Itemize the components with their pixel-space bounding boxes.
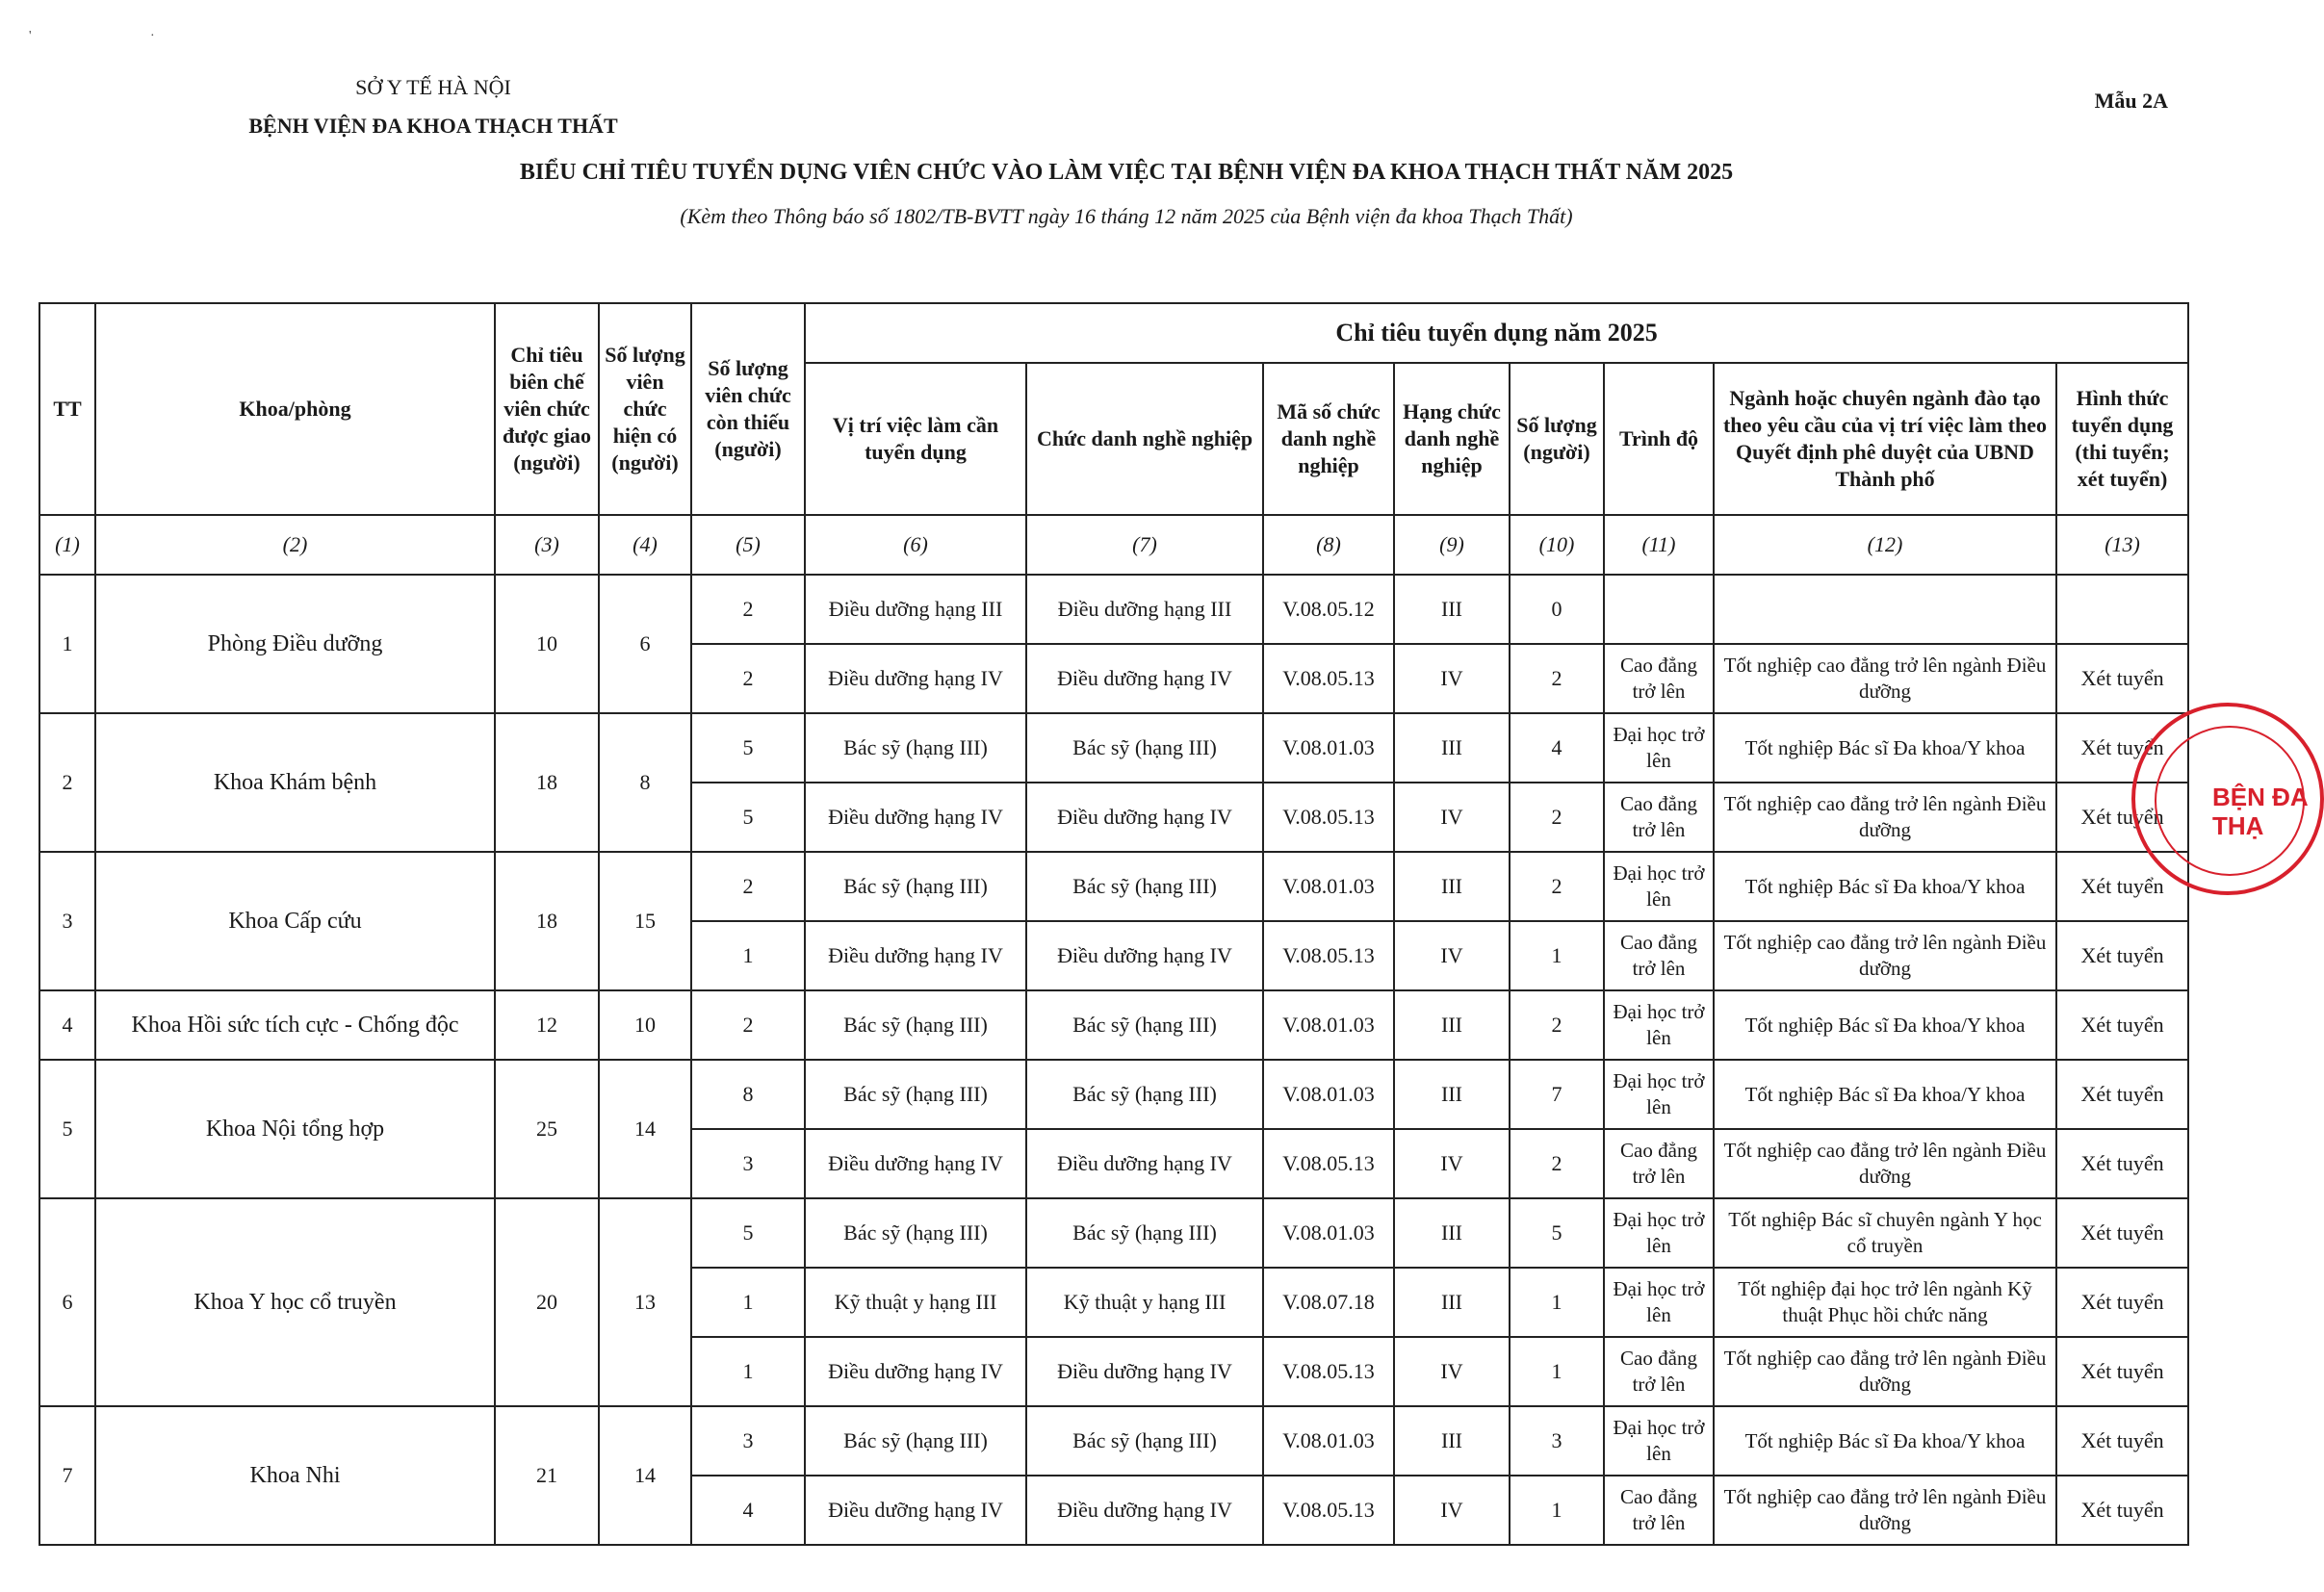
title-cell: Điều dưỡng hạng IV [1026, 921, 1263, 990]
method-cell: Xét tuyển [2056, 1476, 2188, 1545]
header-dept: Khoa/phòng [95, 303, 495, 515]
method-cell: Xét tuyển [2056, 1337, 2188, 1406]
column-number-row [39, 515, 2188, 575]
header-tt: TT [39, 303, 95, 515]
level-cell: Đại học trở lên [1604, 1268, 1714, 1337]
shortage-cell: 3 [691, 1406, 805, 1476]
code-cell: V.08.01.03 [1263, 990, 1394, 1060]
position-cell: Bác sỹ (hạng III) [805, 1198, 1026, 1268]
count-cell: 1 [1510, 1268, 1604, 1337]
rank-cell: III [1394, 575, 1510, 644]
form-code: Mẫu 2A [2094, 89, 2168, 113]
title-cell: Điều dưỡng hạng IV [1026, 1476, 1263, 1545]
major-cell [1714, 575, 2056, 644]
dept-number: 4 [39, 990, 95, 1060]
rank-cell: III [1394, 852, 1510, 921]
method-cell: Xét tuyển [2056, 921, 2188, 990]
column-number: (7) [1026, 515, 1263, 575]
column-number: (4) [599, 515, 691, 575]
title-cell: Bác sỹ (hạng III) [1026, 1198, 1263, 1268]
table-row [39, 1060, 2188, 1129]
title-cell: Bác sỹ (hạng III) [1026, 1406, 1263, 1476]
count-cell: 4 [1510, 713, 1604, 783]
title-cell: Điều dưỡng hạng III [1026, 575, 1263, 644]
scan-specks: ' · [29, 29, 213, 43]
header-shortage: Số lượng viên chức còn thiếu (người) [691, 303, 805, 515]
major-cell: Tốt nghiệp đại học trở lên ngành Kỹ thuật Phục hồi chức năng [1714, 1268, 2056, 1337]
rank-cell: III [1394, 713, 1510, 783]
count-cell: 3 [1510, 1406, 1604, 1476]
dept-name: Khoa Hồi sức tích cực - Chống độc [95, 990, 495, 1060]
title-cell: Điều dưỡng hạng IV [1026, 644, 1263, 713]
seal-text: BỆN ĐA THẠ [2212, 783, 2308, 840]
dept-name: Khoa Nội tổng hợp [95, 1060, 495, 1198]
rank-cell: IV [1394, 644, 1510, 713]
dept-number: 3 [39, 852, 95, 990]
code-cell: V.08.01.03 [1263, 1060, 1394, 1129]
position-cell: Điều dưỡng hạng IV [805, 1476, 1026, 1545]
shortage-cell: 5 [691, 783, 805, 852]
hospital-name: BỆNH VIỆN ĐA KHOA THẠCH THẤT [248, 114, 618, 138]
shortage-cell: 3 [691, 1129, 805, 1198]
code-cell: V.08.01.03 [1263, 1198, 1394, 1268]
shortage-cell: 8 [691, 1060, 805, 1129]
rank-cell: IV [1394, 783, 1510, 852]
dept-quota: 18 [495, 713, 599, 852]
rank-cell: III [1394, 990, 1510, 1060]
table-row [39, 1198, 2188, 1268]
header-quota-group: Chỉ tiêu tuyển dụng năm 2025 [805, 303, 2188, 363]
major-cell: Tốt nghiệp cao đẳng trở lên ngành Điều dưỡng [1714, 644, 2056, 713]
position-cell: Điều dưỡng hạng IV [805, 644, 1026, 713]
dept-current: 10 [599, 990, 691, 1060]
dept-number: 5 [39, 1060, 95, 1198]
dept-name: Khoa Y học cổ truyền [95, 1198, 495, 1406]
level-cell: Cao đẳng trở lên [1604, 1337, 1714, 1406]
level-cell: Cao đẳng trở lên [1604, 1476, 1714, 1545]
header-title: Chức danh nghề nghiệp [1026, 363, 1263, 515]
header-position: Vị trí việc làm cần tuyển dụng [805, 363, 1026, 515]
column-number: (8) [1263, 515, 1394, 575]
code-cell: V.08.05.13 [1263, 1129, 1394, 1198]
dept-name: Khoa Nhi [95, 1406, 495, 1545]
rank-cell: III [1394, 1406, 1510, 1476]
dept-quota: 25 [495, 1060, 599, 1198]
title-cell: Bác sỹ (hạng III) [1026, 1060, 1263, 1129]
level-cell: Đại học trở lên [1604, 713, 1714, 783]
shortage-cell: 4 [691, 1476, 805, 1545]
dept-number: 6 [39, 1198, 95, 1406]
recruitment-quota-table [39, 302, 2189, 1546]
header-current: Số lượng viên chức hiện có (người) [599, 303, 691, 515]
method-cell: Xét tuyển [2056, 1406, 2188, 1476]
method-cell: Xét tuyển [2056, 1060, 2188, 1129]
code-cell: V.08.05.13 [1263, 1476, 1394, 1545]
method-cell: Xét tuyển [2056, 1198, 2188, 1268]
count-cell: 2 [1510, 1129, 1604, 1198]
shortage-cell: 5 [691, 1198, 805, 1268]
dept-quota: 10 [495, 575, 599, 713]
shortage-cell: 2 [691, 644, 805, 713]
level-cell [1604, 575, 1714, 644]
major-cell: Tốt nghiệp Bác sĩ Đa khoa/Y khoa [1714, 713, 2056, 783]
column-number: (6) [805, 515, 1026, 575]
title-cell: Điều dưỡng hạng IV [1026, 783, 1263, 852]
rank-cell: III [1394, 1268, 1510, 1337]
method-cell: Xét tuyển [2056, 990, 2188, 1060]
major-cell: Tốt nghiệp Bác sĩ Đa khoa/Y khoa [1714, 1060, 2056, 1129]
dept-current: 13 [599, 1198, 691, 1406]
count-cell: 1 [1510, 1337, 1604, 1406]
level-cell: Đại học trở lên [1604, 1198, 1714, 1268]
title-cell: Kỹ thuật y hạng III [1026, 1268, 1263, 1337]
major-cell: Tốt nghiệp cao đẳng trở lên ngành Điều dưỡng [1714, 1476, 2056, 1545]
level-cell: Cao đẳng trở lên [1604, 644, 1714, 713]
title-cell: Bác sỹ (hạng III) [1026, 852, 1263, 921]
position-cell: Điều dưỡng hạng IV [805, 921, 1026, 990]
code-cell: V.08.07.18 [1263, 1268, 1394, 1337]
level-cell: Cao đẳng trở lên [1604, 921, 1714, 990]
code-cell: V.08.05.13 [1263, 644, 1394, 713]
position-cell: Điều dưỡng hạng IV [805, 1337, 1026, 1406]
column-number: (10) [1510, 515, 1604, 575]
position-cell: Điều dưỡng hạng IV [805, 783, 1026, 852]
dept-number: 7 [39, 1406, 95, 1545]
shortage-cell: 1 [691, 1337, 805, 1406]
table-row [39, 1406, 2188, 1476]
major-cell: Tốt nghiệp cao đẳng trở lên ngành Điều dưỡng [1714, 1129, 2056, 1198]
level-cell: Đại học trở lên [1604, 1060, 1714, 1129]
table-body [39, 575, 2188, 1545]
count-cell: 2 [1510, 644, 1604, 713]
dept-name: Phòng Điều dưỡng [95, 575, 495, 713]
major-cell: Tốt nghiệp cao đẳng trở lên ngành Điều dưỡng [1714, 921, 2056, 990]
title-cell: Điều dưỡng hạng IV [1026, 1337, 1263, 1406]
rank-cell: IV [1394, 1476, 1510, 1545]
shortage-cell: 2 [691, 575, 805, 644]
method-cell: Xét tuyển [2056, 783, 2188, 852]
position-cell: Bác sỹ (hạng III) [805, 1406, 1026, 1476]
code-cell: V.08.01.03 [1263, 852, 1394, 921]
level-cell: Cao đẳng trở lên [1604, 783, 1714, 852]
level-cell: Đại học trở lên [1604, 852, 1714, 921]
header-level: Trình độ [1604, 363, 1714, 515]
column-number: (1) [39, 515, 95, 575]
dept-current: 14 [599, 1060, 691, 1198]
major-cell: Tốt nghiệp Bác sĩ Đa khoa/Y khoa [1714, 1406, 2056, 1476]
major-cell: Tốt nghiệp cao đẳng trở lên ngành Điều dưỡng [1714, 1337, 2056, 1406]
position-cell: Điều dưỡng hạng IV [805, 1129, 1026, 1198]
code-cell: V.08.05.13 [1263, 1337, 1394, 1406]
dept-quota: 21 [495, 1406, 599, 1545]
table-row [39, 852, 2188, 921]
dept-quota: 18 [495, 852, 599, 990]
position-cell: Bác sỹ (hạng III) [805, 1060, 1026, 1129]
dept-number: 1 [39, 575, 95, 713]
ministry-name: SỞ Y TẾ HÀ NỘI [355, 75, 511, 99]
count-cell: 7 [1510, 1060, 1604, 1129]
header-method: Hình thức tuyển dụng (thi tuyển; xét tuyển) [2056, 363, 2188, 515]
method-cell: Xét tuyển [2056, 852, 2188, 921]
rank-cell: IV [1394, 921, 1510, 990]
major-cell: Tốt nghiệp Bác sĩ chuyên ngành Y học cổ truyền [1714, 1198, 2056, 1268]
count-cell: 0 [1510, 575, 1604, 644]
method-cell: Xét tuyển [2056, 1129, 2188, 1198]
method-cell [2056, 575, 2188, 644]
count-cell: 2 [1510, 990, 1604, 1060]
code-cell: V.08.05.13 [1263, 783, 1394, 852]
rank-cell: III [1394, 1060, 1510, 1129]
dept-current: 14 [599, 1406, 691, 1545]
major-cell: Tốt nghiệp Bác sĩ Đa khoa/Y khoa [1714, 852, 2056, 921]
count-cell: 2 [1510, 783, 1604, 852]
major-cell: Tốt nghiệp cao đẳng trở lên ngành Điều dưỡng [1714, 783, 2056, 852]
rank-cell: III [1394, 1198, 1510, 1268]
count-cell: 1 [1510, 1476, 1604, 1545]
level-cell: Đại học trở lên [1604, 990, 1714, 1060]
rank-cell: IV [1394, 1129, 1510, 1198]
position-cell: Bác sỹ (hạng III) [805, 990, 1026, 1060]
shortage-cell: 1 [691, 921, 805, 990]
dept-current: 15 [599, 852, 691, 990]
code-cell: V.08.01.03 [1263, 1406, 1394, 1476]
code-cell: V.08.05.12 [1263, 575, 1394, 644]
dept-current: 8 [599, 713, 691, 852]
column-number: (2) [95, 515, 495, 575]
dept-name: Khoa Cấp cứu [95, 852, 495, 990]
column-number: (5) [691, 515, 805, 575]
method-cell: Xét tuyển [2056, 644, 2188, 713]
position-cell: Bác sỹ (hạng III) [805, 713, 1026, 783]
document-title: BIỂU CHỈ TIÊU TUYỂN DỤNG VIÊN CHỨC VÀO LÀM VIỆC TẠI BỆNH VIỆN ĐA KHOA THẠCH THẤT NĂM 2025 [519, 160, 1734, 185]
dept-current: 6 [599, 575, 691, 713]
method-cell: Xét tuyển [2056, 1268, 2188, 1337]
code-cell: V.08.05.13 [1263, 921, 1394, 990]
header-major: Ngành hoặc chuyên ngành đào tạo theo yêu cầu của vị trí việc làm theo Quyết định phê duyệt của UBND Thành phố [1714, 363, 2056, 515]
header-code: Mã số chức danh nghề nghiệp [1263, 363, 1394, 515]
count-cell: 1 [1510, 921, 1604, 990]
dept-quota: 20 [495, 1198, 599, 1406]
table-row [39, 990, 2188, 1060]
shortage-cell: 2 [691, 852, 805, 921]
count-cell: 2 [1510, 852, 1604, 921]
title-cell: Bác sỹ (hạng III) [1026, 713, 1263, 783]
position-cell: Kỹ thuật y hạng III [805, 1268, 1026, 1337]
shortage-cell: 2 [691, 990, 805, 1060]
header-rank: Hạng chức danh nghề nghiệp [1394, 363, 1510, 515]
position-cell: Bác sỹ (hạng III) [805, 852, 1026, 921]
document-subtitle: (Kèm theo Thông báo số 1802/TB-BVTT ngày 16 tháng 12 năm 2025 của Bệnh viện đa khoa Thạch Thất) [680, 204, 1573, 228]
column-number: (9) [1394, 515, 1510, 575]
level-cell: Đại học trở lên [1604, 1406, 1714, 1476]
table-row [39, 575, 2188, 644]
table-row [39, 713, 2188, 783]
header-count: Số lượng (người) [1510, 363, 1604, 515]
rank-cell: IV [1394, 1337, 1510, 1406]
title-cell: Điều dưỡng hạng IV [1026, 1129, 1263, 1198]
code-cell: V.08.01.03 [1263, 713, 1394, 783]
shortage-cell: 5 [691, 713, 805, 783]
column-number: (3) [495, 515, 599, 575]
count-cell: 5 [1510, 1198, 1604, 1268]
title-cell: Bác sỹ (hạng III) [1026, 990, 1263, 1060]
header-quota: Chỉ tiêu biên chế viên chức được giao (người) [495, 303, 599, 515]
dept-number: 2 [39, 713, 95, 852]
dept-quota: 12 [495, 990, 599, 1060]
column-number: (13) [2056, 515, 2188, 575]
position-cell: Điều dưỡng hạng III [805, 575, 1026, 644]
shortage-cell: 1 [691, 1268, 805, 1337]
level-cell: Cao đẳng trở lên [1604, 1129, 1714, 1198]
column-number: (12) [1714, 515, 2056, 575]
dept-name: Khoa Khám bệnh [95, 713, 495, 852]
column-number: (11) [1604, 515, 1714, 575]
method-cell: Xét tuyển [2056, 713, 2188, 783]
major-cell: Tốt nghiệp Bác sĩ Đa khoa/Y khoa [1714, 990, 2056, 1060]
